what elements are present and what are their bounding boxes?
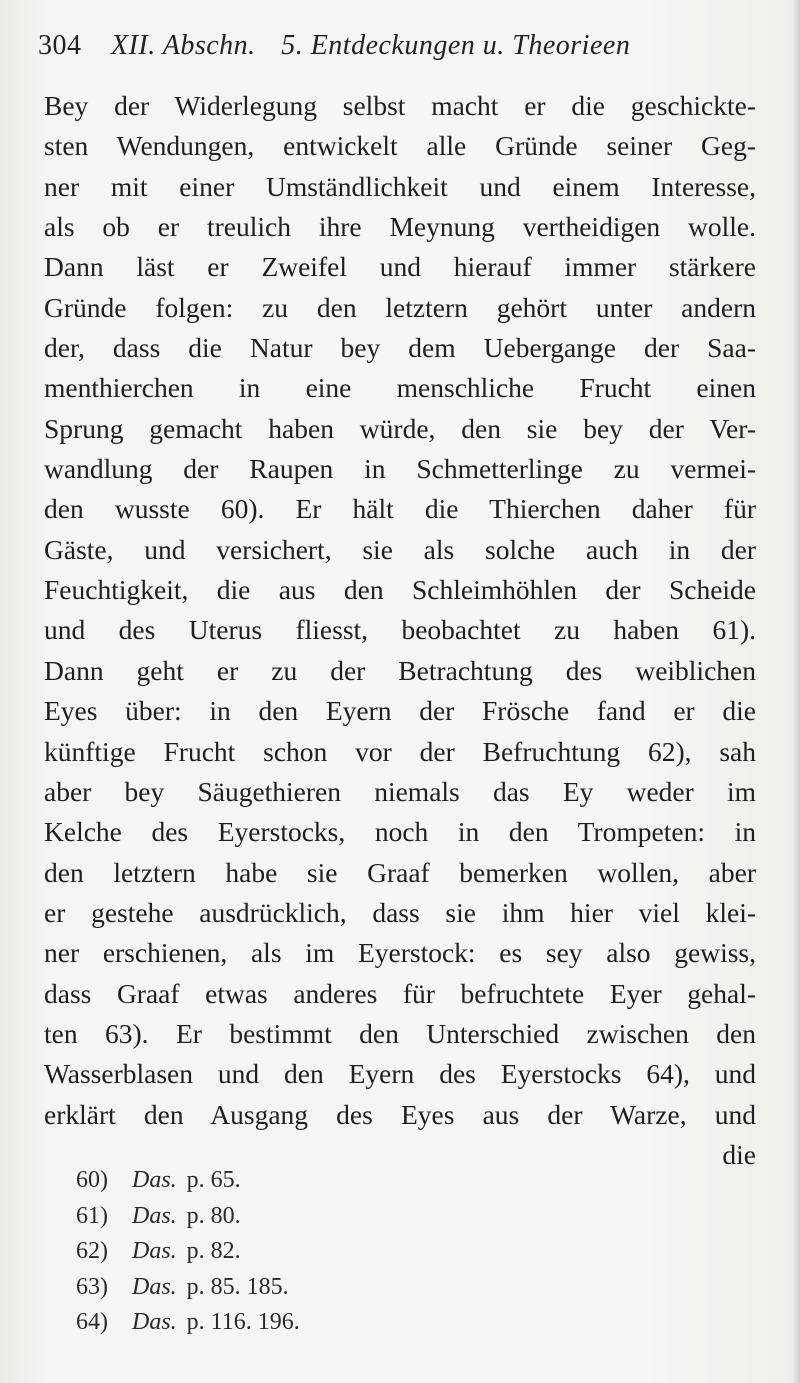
footnote-ref: Das. <box>132 1202 177 1229</box>
footnote-number: 61) <box>76 1202 108 1229</box>
text-line: menthierchen in eine menschliche Frucht einen <box>44 372 756 404</box>
footnote-ref: Das. <box>132 1309 177 1335</box>
text-line: Dann läst er Zweifel und hierauf immer stärkere <box>44 251 756 283</box>
text-line: erklärt den Ausgang des Eyes aus der Warze, und <box>44 1098 756 1130</box>
footnote <box>76 1163 496 1199</box>
page-edge-shadow <box>792 0 800 1383</box>
text-line: der, dass die Natur bey dem Uebergange der Saa- <box>44 332 756 364</box>
text-line: Feuchtigkeit, die aus den Schleimhöhlen der Scheide <box>44 574 756 606</box>
footnote-number: 60) <box>76 1167 108 1193</box>
text-line: Gäste, und versichert, sie als solche auch in der <box>44 533 756 565</box>
text-line: als ob er treulich ihre Meynung vertheidigen wolle. <box>44 211 756 243</box>
text-line: Eyes über: in den Eyern der Frösche fand er die <box>44 695 756 727</box>
text-line: ner erschienen, als im Eyerstock: es sey also gewiss, <box>44 937 756 969</box>
text-line: Sprung gemacht haben würde, den sie bey der Ver- <box>44 412 756 444</box>
footnote-page: p. 65. <box>186 1167 241 1193</box>
text-line: Bey der Widerlegung selbst macht er die geschickte- <box>44 90 756 121</box>
footnote-page: p. 82. <box>186 1238 241 1264</box>
text-line: wandlung der Raupen in Schmetterlinge zu vermei- <box>44 453 756 485</box>
footnote-page: p. 85. 185. <box>186 1273 289 1300</box>
footnote-ref: Das. <box>132 1238 177 1264</box>
text-line: künftige Frucht schon vor der Befruchtung 62), sah <box>44 735 756 767</box>
text-line: und des Uterus fliesst, beobachtet zu haben 61). <box>44 614 756 646</box>
text-line: Dann geht er zu der Betrachtung des weiblichen <box>44 654 756 686</box>
footnote-ref: Das. <box>132 1167 177 1193</box>
catchword: die <box>722 1138 756 1170</box>
footnote-number: 64) <box>76 1309 108 1335</box>
text-line: aber bey Säugethieren niemals das Ey weder im <box>44 775 756 807</box>
text-line: Wasserblasen und den Eyern des Eyerstocks 64), und <box>44 1058 756 1090</box>
text-line: Gründe folgen: zu den letztern gehört unter andern <box>44 291 756 323</box>
footnote-ref: Das. <box>132 1273 177 1300</box>
text-line: Kelche des Eyerstocks, noch in den Trompeten: in <box>44 816 756 848</box>
footnote-number: 63) <box>76 1273 108 1300</box>
text-line: sten Wendungen, entwickelt alle Gründe seiner Geg- <box>44 130 756 162</box>
text-line: den letztern habe sie Graaf bemerken wollen, aber <box>44 856 756 888</box>
page-number: 304 <box>38 30 82 61</box>
footnote-page: p. 80. <box>186 1202 241 1229</box>
footnote <box>76 1234 496 1270</box>
footnote-page: p. 116. 196. <box>186 1309 300 1335</box>
footnotes <box>76 1163 496 1341</box>
body-text <box>44 86 756 1175</box>
footnote <box>76 1199 496 1235</box>
footnote-number: 62) <box>76 1238 108 1264</box>
chapter-title: 5. Entdeckungen u. Theorieen <box>281 30 631 61</box>
text-line: dass Graaf etwas anderes für befruchtete Eyer gehal- <box>44 977 756 1009</box>
running-header <box>38 30 758 70</box>
footnote <box>76 1270 496 1306</box>
text-line: ten 63). Er bestimmt den Unterschied zwischen den <box>44 1017 756 1049</box>
section-label: XII. Abschn. <box>111 30 256 61</box>
text-line: den wusste 60). Er hält die Thierchen daher für <box>44 493 756 525</box>
footnote <box>76 1305 496 1341</box>
text-line: er gestehe ausdrücklich, dass sie ihm hier viel klei- <box>44 896 756 928</box>
text-line: ner mit einer Umständlichkeit und einem Interesse, <box>44 170 756 202</box>
